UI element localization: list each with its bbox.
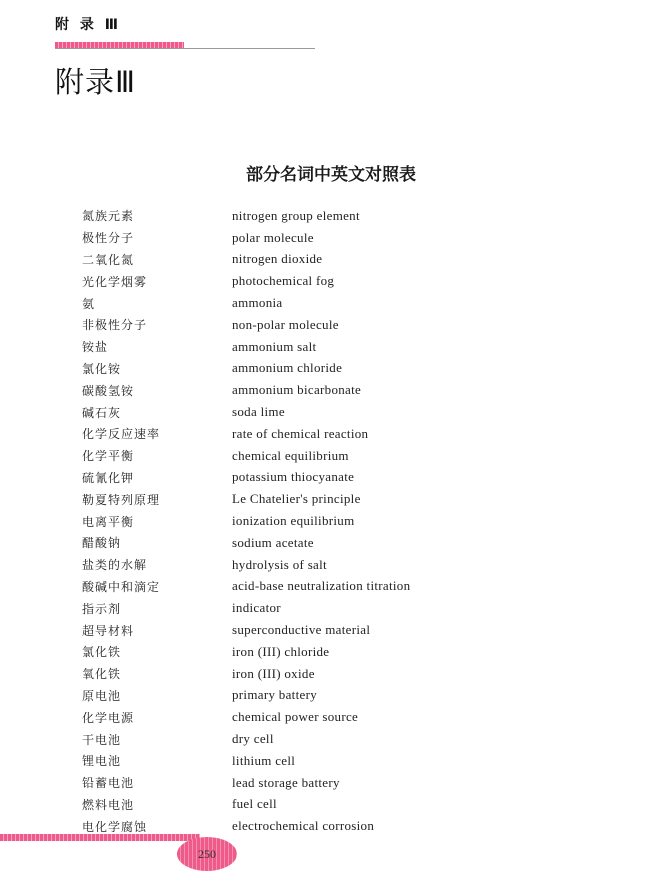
term-chinese: 燃料电池 (82, 797, 135, 812)
term-chinese: 硫氰化钾 (82, 470, 135, 485)
glossary-row (82, 379, 410, 401)
page-title: 附录Ⅲ (55, 65, 136, 99)
term-english: electrochemical corrosion (232, 818, 375, 834)
term-chinese: 氯化铁 (82, 645, 122, 660)
term-english: ammonium bicarbonate (232, 382, 362, 398)
term-english: chemical power source (232, 709, 359, 725)
term-chinese: 非极性分子 (82, 318, 148, 333)
term-chinese: 原电池 (82, 688, 122, 703)
term-chinese: 碳酸氢铵 (82, 383, 135, 398)
term-chinese: 铵盐 (82, 340, 109, 355)
glossary-row (82, 619, 410, 641)
term-chinese: 锂电池 (82, 754, 122, 769)
term-chinese: 氮族元素 (82, 209, 135, 224)
term-english: photochemical fog (232, 273, 335, 289)
term-english: fuel cell (232, 796, 277, 812)
term-english: soda lime (232, 404, 285, 420)
term-chinese: 二氧化氮 (82, 252, 135, 267)
term-chinese: 铅蓄电池 (82, 776, 135, 791)
term-chinese: 化学电源 (82, 710, 135, 725)
term-english: potassium thiocyanate (232, 469, 355, 485)
glossary-row (82, 772, 410, 794)
term-chinese: 光化学烟雾 (82, 274, 148, 289)
term-chinese: 氨 (82, 296, 96, 311)
term-english: sodium acetate (232, 534, 314, 550)
page-number-badge (177, 837, 237, 871)
glossary-row (82, 227, 410, 249)
glossary-row (82, 488, 410, 510)
section-title (0, 160, 650, 185)
term-english: ammonium salt (232, 338, 317, 354)
term-english: Le Chatelier's principle (232, 491, 361, 507)
term-chinese: 碱石灰 (82, 405, 122, 420)
term-chinese: 酸碱中和滴定 (82, 579, 161, 594)
header-rule (55, 48, 315, 49)
glossary-row (82, 728, 410, 750)
section-title-text: 部分名词中英文对照表 (246, 165, 416, 185)
term-english: indicator (232, 600, 281, 616)
glossary-row (82, 663, 410, 685)
term-chinese: 电化学腐蚀 (82, 819, 148, 834)
term-chinese: 电离平衡 (82, 514, 135, 529)
glossary-row (82, 423, 410, 445)
glossary-row (82, 685, 410, 707)
term-english: superconductive material (232, 622, 371, 638)
glossary-row (82, 445, 410, 467)
glossary-row (82, 401, 410, 423)
term-chinese: 化学反应速率 (82, 427, 161, 442)
term-english: chemical equilibrium (232, 447, 349, 463)
glossary-row (82, 270, 410, 292)
term-english: dry cell (232, 731, 274, 747)
term-english: ammonia (232, 295, 283, 311)
term-english: hydrolysis of salt (232, 556, 327, 572)
glossary-row (82, 292, 410, 314)
page-number: 250 (198, 846, 216, 861)
term-english: rate of chemical reaction (232, 425, 369, 441)
term-english: nitrogen dioxide (232, 251, 323, 267)
glossary-row (82, 794, 410, 816)
glossary-row (82, 597, 410, 619)
term-english: ionization equilibrium (232, 513, 355, 529)
glossary-row (82, 249, 410, 271)
glossary-row (82, 706, 410, 728)
glossary-row (82, 532, 410, 554)
glossary-list (82, 205, 410, 837)
term-english: polar molecule (232, 229, 314, 245)
term-english: acid-base neutralization titration (232, 578, 411, 594)
glossary-row (82, 467, 410, 489)
glossary-row (82, 358, 410, 380)
glossary-row (82, 510, 410, 532)
term-chinese: 超导材料 (82, 623, 135, 638)
glossary-row (82, 336, 410, 358)
term-chinese: 干电池 (82, 732, 122, 747)
term-english: nitrogen group element (232, 207, 360, 223)
term-chinese: 醋酸钠 (82, 536, 122, 551)
term-chinese: 极性分子 (82, 231, 135, 246)
term-english: lithium cell (232, 752, 296, 768)
glossary-row (82, 554, 410, 576)
running-header: 附 录 Ⅲ (55, 17, 121, 33)
term-english: iron (III) oxide (232, 665, 315, 681)
term-english: iron (III) chloride (232, 643, 330, 659)
glossary-row (82, 205, 410, 227)
term-chinese: 指示剂 (82, 601, 122, 616)
term-chinese: 盐类的水解 (82, 558, 148, 573)
term-english: non-polar molecule (232, 316, 339, 332)
glossary-row (82, 641, 410, 663)
term-chinese: 氯化铵 (82, 361, 122, 376)
term-english: ammonium chloride (232, 360, 343, 376)
term-english: lead storage battery (232, 774, 340, 790)
term-chinese: 氧化铁 (82, 667, 122, 682)
term-english: primary battery (232, 687, 317, 703)
term-chinese: 化学平衡 (82, 449, 135, 464)
footer-decorative-bar (0, 834, 200, 841)
glossary-row (82, 576, 410, 598)
term-chinese: 勒夏特列原理 (82, 492, 161, 507)
glossary-row (82, 314, 410, 336)
glossary-row (82, 750, 410, 772)
